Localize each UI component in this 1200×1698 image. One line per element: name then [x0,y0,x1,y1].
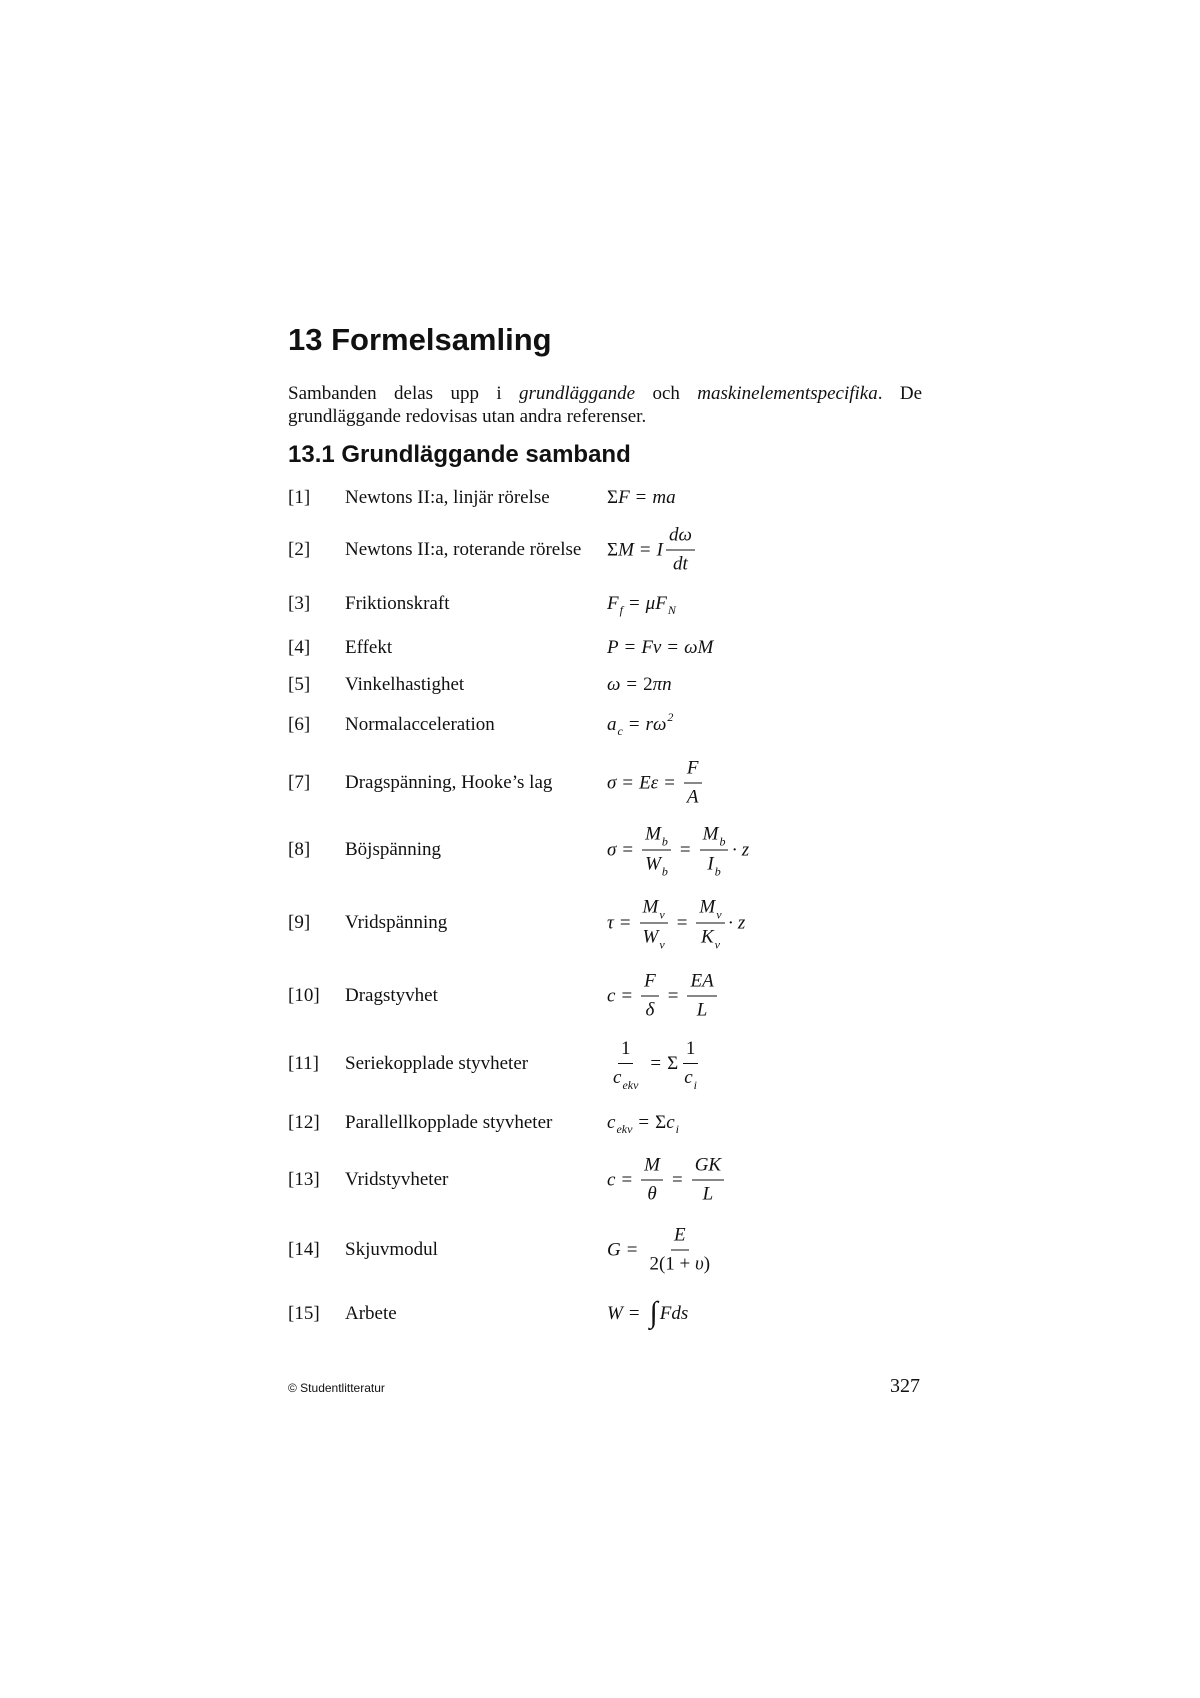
formula-expression: G = $\frac{E}{2(1 + \upsilon)}$ [607,1224,711,1275]
formula-number: [14] [288,1239,320,1260]
formula-expression: $\frac{1}{c_{ekv}}$ = Σ $\frac{1}{c_i}$ [613,1038,697,1092]
intro-text-2: och [635,383,698,404]
formula-number: [4] [288,637,311,658]
intro-paragraph [288,382,922,428]
formula-number: [1] [288,487,311,508]
intro-emphasis-2: maskinelementspecifika [697,383,878,404]
intro-line-1 [288,382,922,405]
formula-label: Friktionskraft [345,593,450,614]
formula-label: Vridstyvheter [345,1169,449,1190]
intro-emphasis-1: grundläggande [518,383,636,404]
formula-expression: F f = μF N [607,593,676,617]
section-title: 13.1 Grundläggande samband [288,441,631,468]
intro-text-1: Sambanden delas upp i [288,383,519,404]
formula-number: [9] [288,912,311,933]
formula-number: [7] [288,772,311,793]
formula-number: [15] [288,1303,320,1324]
intro-line-2: grundläggande redovisas utan andra referenser. [288,406,647,427]
intro-text-3: . De [877,383,923,404]
formula-label: Vridspänning [345,912,448,933]
formula-label: Newtons II:a, roterande rörelse [345,539,582,560]
formula-expression: τ = $\frac{M_v}{W_v}$ = $\frac{M_v}{K_v}$ · z [607,896,746,952]
formula-number: [3] [288,593,311,614]
formula-label: Seriekopplade styvheter [345,1053,529,1074]
formula-number: [6] [288,714,311,735]
formula-expression: ω = 2 πn [607,674,672,695]
formula-number: [2] [288,539,311,560]
formula-label: Effekt [345,637,393,658]
formula-expression: σ = Eε = $\frac{F}{A}$ [607,757,705,810]
chapter-title: 13 Formelsamling [288,322,552,357]
formula-label: Dragstyvhet [345,985,438,1006]
formula-label: Skjuvmodul [345,1239,438,1260]
formula-label: Dragspänning, Hooke’s lag [345,772,553,793]
formula-expression: a c = rω 2 [607,709,674,738]
formula-expression: P = Fv = ωM [607,637,714,658]
formula-number: [12] [288,1112,320,1133]
formula-expression: σ = $\frac{M_b}{W_b}$ = $\frac{M_b}{I_b}$ · z [607,823,750,879]
formula-expression: Σ F = ma [607,487,676,508]
formula-label: Vinkelhastighet [345,674,465,695]
formula-label: Normalacceleration [345,714,495,735]
copyright-notice: © Studentlitteratur [288,1381,385,1395]
formula-expression: c = $\frac{M}{\theta}$ = $\frac{GK}{L}$ [607,1154,727,1207]
formula-number: [11] [288,1053,319,1074]
formula-number: [5] [288,674,311,695]
formula-number: [8] [288,839,311,860]
formula-label: Parallellkopplade styvheter [345,1112,553,1133]
formula-expression: Σ M = I $\frac{d\omega}{dt}$ [607,524,698,577]
formula-expression: c = $\frac{F}{\delta}$ = $\frac{EA}{L}$ [607,970,720,1023]
formula-number: [13] [288,1169,320,1190]
formula-expression: W = ∫ Fds [607,1296,689,1329]
page-number: 327 [890,1375,920,1397]
formula-number: [10] [288,985,320,1006]
formula-label: Arbete [345,1303,397,1324]
formula-expression: c ekv = Σ c i [607,1112,679,1136]
formula-label: Newtons II:a, linjär rörelse [345,487,550,508]
formula-label: Böjspänning [345,839,442,860]
